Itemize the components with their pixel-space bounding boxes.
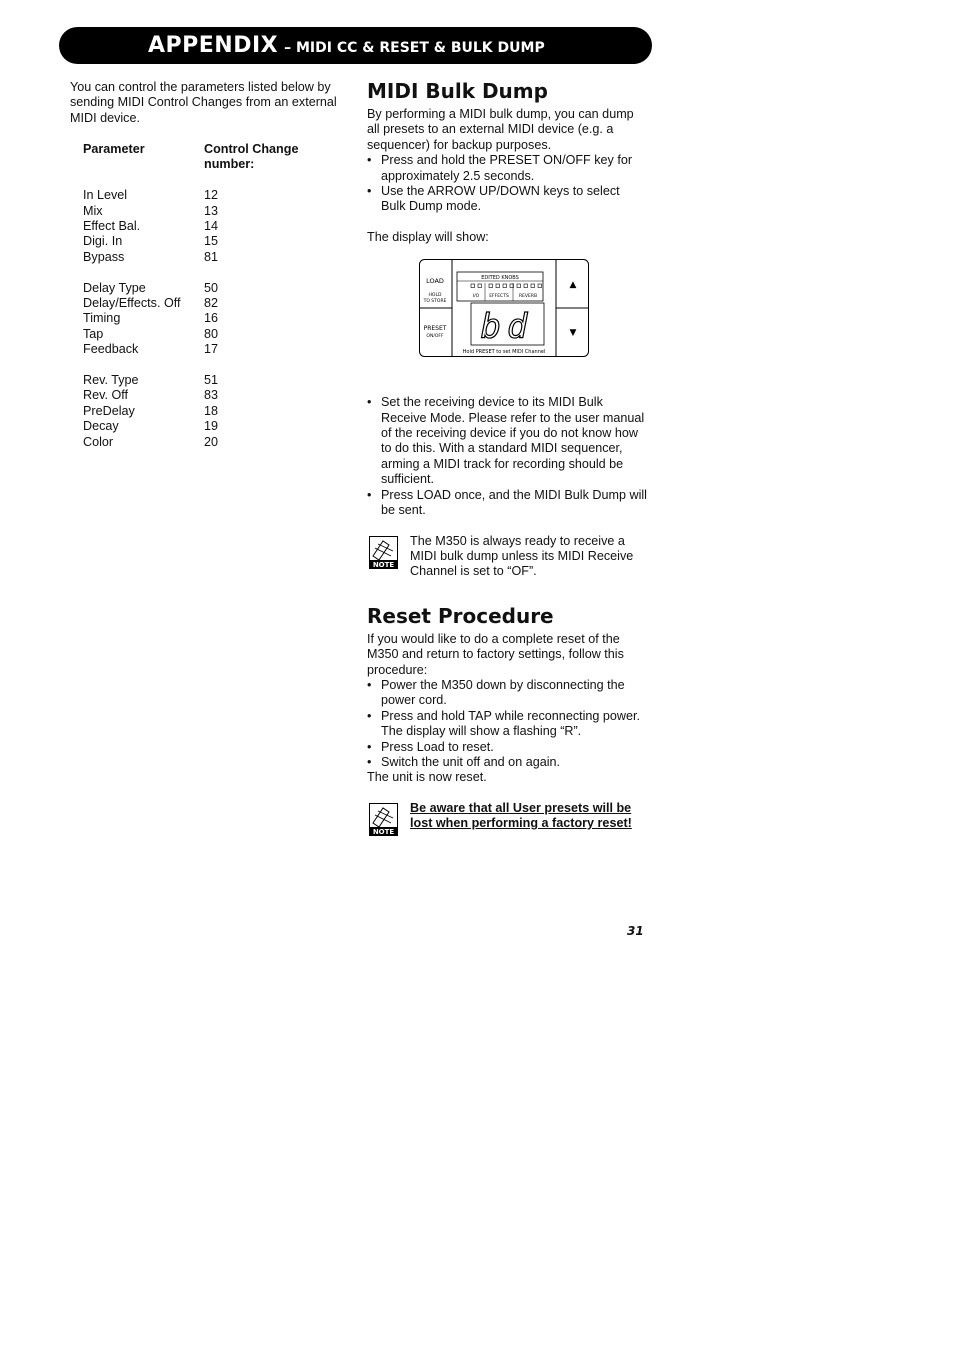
table-row <box>83 250 314 265</box>
arrow-down-icon: ▼ <box>569 328 577 338</box>
note-label: NOTE <box>372 560 395 569</box>
cc-number: 15 <box>204 234 219 249</box>
cc-number: 81 <box>204 249 219 264</box>
cc-param: Decay <box>83 419 119 434</box>
cc-number: 18 <box>204 403 219 418</box>
table-spacer <box>83 265 314 280</box>
cc-number: 19 <box>204 419 219 434</box>
cc-param: Timing <box>83 311 121 326</box>
hold-preset-text: Hold PRESET to set MIDI Channel <box>462 349 546 355</box>
cc-header-number: Control Change number: <box>204 142 299 172</box>
reset-outro: The unit is now reset. <box>367 770 487 785</box>
bulk-note <box>367 534 647 580</box>
cc-table <box>83 142 314 450</box>
effects-label: EFFECTS <box>489 294 509 299</box>
list-item: • Set the receiving device to its MIDI Bulk Receive Mode. Please refer to the user manual of the receiving device if you do not know how to do this. With a standard MIDI sequencer, arming a MIDI track for recording should be sufficient. <box>367 395 647 487</box>
bulk-dump-section <box>367 78 647 580</box>
cc-number: 83 <box>204 388 219 403</box>
preset-label: PRESET <box>423 325 447 332</box>
header-title: APPENDIX <box>148 33 279 58</box>
arrow-up-icon: ▲ <box>569 280 577 290</box>
list-item: • Press Load to reset. <box>367 740 647 755</box>
table-row <box>83 342 314 357</box>
reset-section <box>367 603 647 835</box>
reset-steps <box>367 678 647 770</box>
table-spacer <box>83 173 314 188</box>
cc-number: 82 <box>204 296 219 311</box>
table-row <box>83 281 314 296</box>
cc-param: Feedback <box>83 342 139 357</box>
bulk-steps-2 <box>367 395 647 518</box>
cc-number: 50 <box>204 280 219 295</box>
table-row <box>83 219 314 234</box>
header-subtitle: – MIDI CC & RESET & BULK DUMP <box>284 39 545 56</box>
io-label: I/O <box>472 294 480 299</box>
list-item: • Press LOAD once, and the MIDI Bulk Dump will be sent. <box>367 488 647 519</box>
cc-param: Delay Type <box>83 280 146 295</box>
table-row <box>83 419 314 434</box>
bulk-note-text: The M350 is always ready to receive a MIDI bulk dump unless its MIDI Receive Channel is set to “OF”. <box>410 533 634 579</box>
cc-param: Mix <box>83 203 103 218</box>
load-label: LOAD <box>426 277 444 285</box>
list-item: • Switch the unit off and on again. <box>367 755 647 770</box>
cc-param: Effect Bal. <box>83 219 141 234</box>
list-item: • Press and hold TAP while reconnecting power. The display will show a flashing “R”. <box>367 709 647 740</box>
cc-param: Rev. Off <box>83 388 129 403</box>
cc-number: 17 <box>204 342 219 357</box>
reset-note-text: Be aware that all User presets will be lost when performing a factory reset! <box>410 800 632 831</box>
table-spacer <box>83 358 314 373</box>
bulk-dump-title: MIDI Bulk Dump <box>367 79 548 103</box>
cc-param: Tap <box>83 326 104 341</box>
cc-intro: You can control the parameters listed below by sending MIDI Control Changes from an external MIDI device. <box>70 80 337 125</box>
table-row <box>83 311 314 326</box>
cc-number: 14 <box>204 219 219 234</box>
note-icon <box>369 536 398 569</box>
cc-number: 80 <box>204 326 219 341</box>
table-row <box>83 435 314 450</box>
table-row <box>83 188 314 203</box>
cc-param: In Level <box>83 188 128 203</box>
edited-knobs-label: EDITED KNOBS <box>481 275 519 281</box>
table-row <box>83 373 314 388</box>
reverb-label: REVERB <box>518 294 538 299</box>
table-row <box>83 404 314 419</box>
onoff-label: ON/OFF <box>426 334 444 339</box>
table-row <box>83 327 314 342</box>
cc-number: 51 <box>204 373 219 388</box>
segment-readout: bd <box>480 307 534 347</box>
cc-param: PreDelay <box>83 403 135 418</box>
display-illustration <box>419 259 589 357</box>
page-number: 31 <box>627 924 644 938</box>
cc-param: Bypass <box>83 249 125 264</box>
cc-number: 13 <box>204 203 219 218</box>
page-header <box>59 27 652 64</box>
cc-number: 12 <box>204 188 219 203</box>
display-label: The display will show: <box>367 229 489 244</box>
list-item: • Power the M350 down by disconnecting the power cord. <box>367 678 647 709</box>
note-label: NOTE <box>372 827 395 836</box>
table-row <box>83 296 314 311</box>
table-row <box>83 204 314 219</box>
led-row <box>471 284 542 288</box>
cc-param: Digi. In <box>83 234 123 249</box>
bulk-dump-intro: By performing a MIDI bulk dump, you can dump all presets to an external MIDI device (e.g. a sequencer) for backup purposes. <box>367 107 634 152</box>
reset-note <box>367 801 647 835</box>
table-row <box>83 388 314 403</box>
bulk-steps-1 <box>367 153 647 215</box>
hold-label: HOLD <box>428 293 442 298</box>
to-store-label: TO STORE <box>423 299 447 304</box>
reset-title: Reset Procedure <box>367 603 554 628</box>
cc-header-param: Parameter <box>83 142 145 156</box>
table-row <box>83 234 314 249</box>
cc-number: 20 <box>204 434 219 449</box>
cc-param: Color <box>83 434 114 449</box>
cc-param: Rev. Type <box>83 373 139 388</box>
right-column <box>367 78 647 835</box>
cc-param: Delay/Effects. Off <box>83 296 181 311</box>
reset-intro: If you would like to do a complete reset of the M350 and return to factory settings, follow this procedure: <box>367 631 624 677</box>
list-item: • Use the ARROW UP/DOWN keys to select Bulk Dump mode. <box>367 184 647 215</box>
cc-number: 16 <box>204 311 219 326</box>
list-item: • Press and hold the PRESET ON/OFF key for approximately 2.5 seconds. <box>367 153 647 184</box>
left-column <box>70 80 350 449</box>
note-icon <box>369 803 398 836</box>
